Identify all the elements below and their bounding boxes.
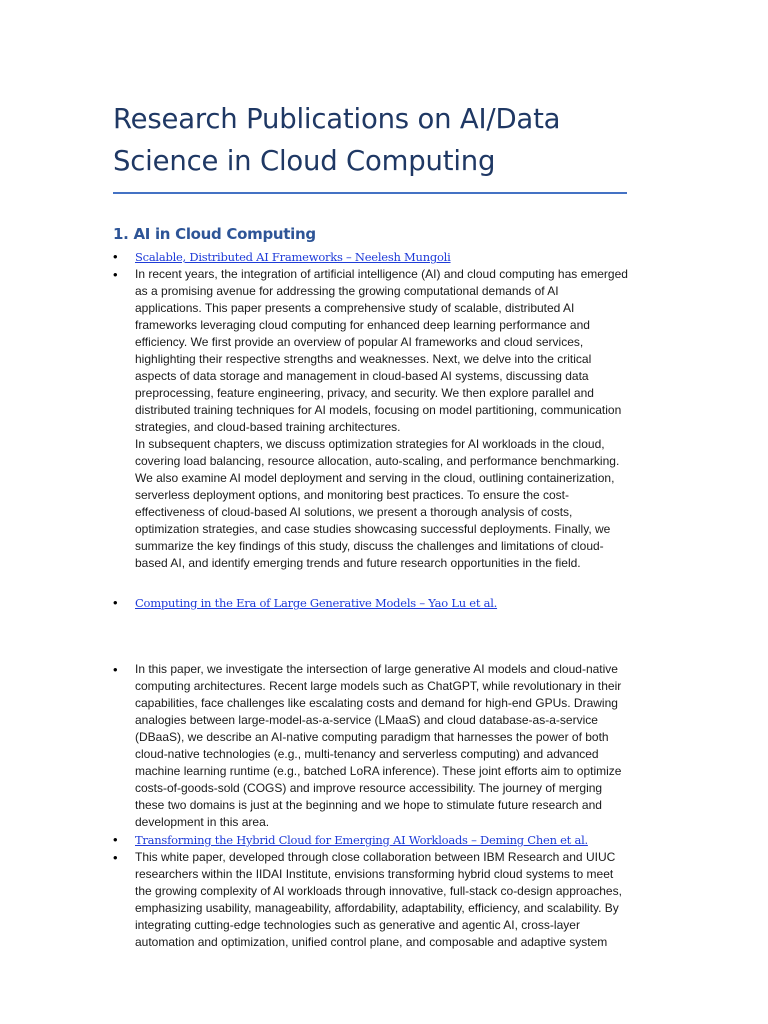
title-divider (113, 192, 627, 194)
bullet-icon: • (113, 267, 118, 282)
paper-abstract (135, 266, 628, 572)
list-item (113, 849, 628, 951)
paper-link-hybrid-cloud-ai-workloads[interactable]: Transforming the Hybrid Cloud for Emerging AI Workloads – Deming Chen et al. (135, 833, 588, 847)
page-title: Research Publications on AI/Data Science in Cloud Computing (113, 103, 561, 177)
bullet-icon: • (113, 595, 118, 610)
list-item (113, 594, 628, 612)
abstract-paragraph: In recent years, the integration of artificial intelligence (AI) and cloud computing has emerged as a promising avenue for addressing the growing computational demands of AI applications. This paper presents a comprehensive study of scalable, distributed AI frameworks leveraging cloud computing for enhanced deep learning performance and efficiency. We first provide an overview of popular AI frameworks and cloud services, highlighting their respective strengths and weaknesses. Next, we delve into the critical aspects of data storage and management in cloud-based AI systems, discussing data preprocessing, feature engineering, privacy, and security. We then explore parallel and distributed training techniques for AI models, focusing on model partitioning, communication strategies, and cloud-based training architectures. (135, 267, 628, 434)
paper-link-large-generative-models[interactable]: Computing in the Era of Large Generative Models – Yao Lu et al. (135, 596, 498, 610)
paper-abstract (135, 849, 628, 951)
paper-link-scalable-distributed-ai[interactable]: Scalable, Distributed AI Frameworks – Neelesh Mungoli (135, 250, 451, 264)
section-heading-ai-in-cloud: 1. AI in Cloud Computing (113, 225, 316, 243)
abstract-paragraph: In subsequent chapters, we discuss optimization strategies for AI workloads in the cloud, covering load balancing, resource allocation, auto-scaling, and performance benchmarking. We also examine AI model deployment and serving in the cloud, outlining containerization, serverless deployment options, and monitoring best practices. To ensure the cost-effectiveness of cloud-based AI solutions, we present a thorough analysis of costs, optimization strategies, and case studies showcasing successful deployments. Finally, we summarize the key findings of this study, discuss the challenges and limitations of cloud-based AI, and identify emerging trends and future research opportunities in the field. (135, 437, 620, 570)
list-item (113, 248, 628, 266)
document-page (113, 0, 628, 951)
paper-abstract (135, 661, 628, 831)
bullet-icon: • (113, 832, 118, 847)
list-item (113, 661, 628, 831)
publication-list (113, 594, 628, 612)
bullet-icon: • (113, 249, 118, 264)
abstract-paragraph: This white paper, developed through close collaboration between IBM Research and UIUC researchers within the IIDAI Institute, envisions transforming hybrid cloud systems to meet the growing complexity of AI workloads through innovative, full-stack co-design approaches, emphasizing usability, manageability, affordability, adaptability, efficiency, and scalability. By integrating cutting-edge technologies such as generative and agentic AI, cross-layer automation and optimization, unified control plane, and composable and adaptive system (135, 850, 622, 949)
list-item (113, 831, 628, 849)
bullet-icon: • (113, 850, 118, 865)
list-item (113, 266, 628, 572)
bullet-icon: • (113, 662, 118, 677)
abstract-paragraph: In this paper, we investigate the intersection of large generative AI models and cloud-native computing architectures. Recent large models such as ChatGPT, while revolutionary in their capabilities, face challenges like escalating costs and demand for high-end GPUs. Drawing analogies between large-model-as-a-service (LMaaS) and cloud database-as-a-service (DBaaS), we describe an AI-native computing paradigm that harnesses the power of both cloud-native technologies (e.g., multi-tenancy and serverless computing) and advanced machine learning runtime (e.g., batched LoRA inference). These joint efforts aim to optimize costs-of-goods-sold (COGS) and improve resource accessibility. The journey of merging these two domains is just at the beginning and we hope to stimulate future research and development in this area. (135, 662, 622, 829)
publication-list (113, 661, 628, 951)
spacer (113, 572, 628, 590)
spacer (113, 612, 628, 657)
publication-list (113, 248, 628, 572)
